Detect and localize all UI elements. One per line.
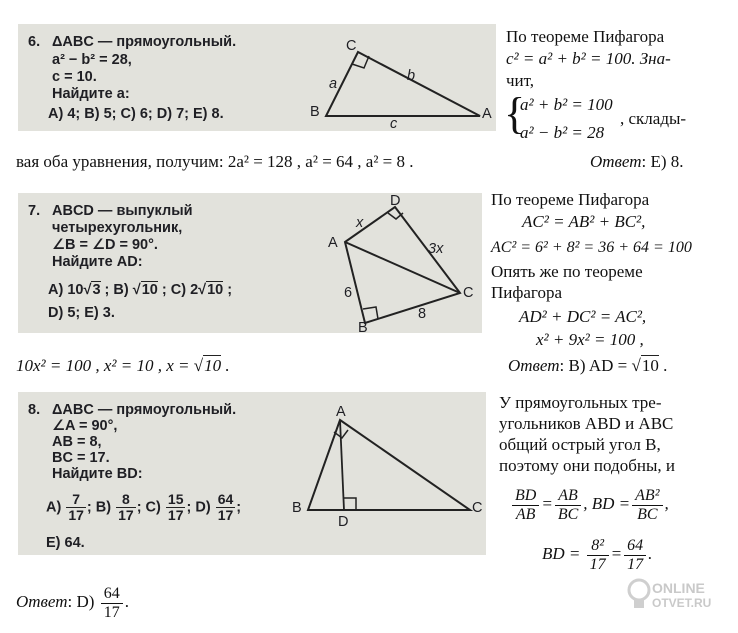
fig6-label-A: A [482, 106, 492, 122]
fig7-label-D: D [390, 193, 401, 209]
opt8-d-fraction [216, 492, 236, 523]
sol8-similarity-formula [510, 484, 669, 524]
answer-value: : D) [67, 592, 95, 611]
answer-radicand: 10 [641, 356, 659, 375]
answer-word: Ответ [590, 152, 642, 171]
frac-num: 8² [587, 537, 609, 556]
problem6-options: A) 4; B) 5; C) 6; D) 7; E) 8. [48, 106, 224, 122]
fig7-label-x: x [356, 215, 364, 231]
opt8-a-den: 17 [68, 507, 84, 523]
problem6-title: ΔABC — прямоугольный. [52, 34, 237, 50]
problem8-number: 8. [28, 402, 41, 418]
frac-den: BC [637, 505, 658, 523]
problem6-ask: Найдите a: [52, 86, 130, 102]
fig7-label-B: B [358, 320, 368, 333]
opt8-c-fraction [166, 492, 186, 523]
opt8-c-num: 15 [167, 491, 184, 507]
problem8-photo [18, 392, 486, 555]
opt8-d-num: 64 [217, 491, 234, 507]
opt8-b-fraction [116, 492, 136, 523]
opt7-c-end: ; [223, 282, 233, 298]
sol8-eq1: = [541, 494, 553, 513]
sol6-line3: чит, [506, 71, 535, 90]
frac-num: AB² [632, 487, 662, 506]
frac-den: 17 [627, 555, 644, 573]
sol7-line8-end: . [221, 356, 230, 375]
answer-value: : B) AD = [559, 356, 632, 375]
sol6-answer [590, 152, 684, 172]
opt8-a: A) [46, 499, 62, 516]
sol8-line4: поэтому они подобны, и [499, 456, 675, 475]
fig6-label-C: C [346, 38, 357, 54]
sol6-system-eq1: a² + b² = 100 [520, 95, 613, 114]
sol7-line1: По теореме Пифагора [491, 190, 650, 209]
opt7-b-radicand: 10 [141, 282, 158, 298]
fig7-label-6: 6 [344, 285, 353, 301]
frac-num: AB [555, 487, 581, 506]
sol7-line5: Пифагора [491, 283, 563, 302]
sol8-eq2: = [610, 544, 623, 563]
answer-word: Ответ [508, 356, 560, 375]
sol7-line8: 10x² = 100 , x² = 10 , x = √10 . [16, 356, 230, 375]
problem8-ask: Найдите BD: [52, 466, 143, 482]
sol7-line8-radicand: 10 [204, 356, 222, 375]
sol8-bd-label: , BD = [583, 494, 631, 513]
opt8-c: ; C) [136, 499, 161, 516]
problem6-number: 6. [28, 34, 41, 50]
problem6-photo [18, 24, 496, 131]
problem7-options-row1: A) 10√3 ; B) √10 ; C) 2√10 ; [48, 282, 233, 298]
fig6-label-b: b [407, 68, 416, 84]
opt8-b-num: 8 [116, 492, 136, 508]
sol7-line4: Опять же по теореме [491, 262, 643, 281]
sol6-line1: По теореме Пифагора [506, 27, 665, 46]
problem7-title2: четырехугольник, [52, 220, 183, 236]
sol8-line2: угольников ABD и ABC [499, 414, 674, 433]
opt8-a-num: 7 [66, 492, 86, 508]
sol6-line5: вая оба уравнения, получим: 2a² = 128 , a² = 64 , a² = 8 . [16, 152, 414, 171]
problem8-title: ΔABC — прямоугольный. [52, 402, 237, 418]
fig7-label-C: C [463, 285, 474, 301]
problem7-ask: Найдите AD: [52, 254, 143, 270]
frac-den: BC [557, 505, 579, 523]
opt8-b-den: 17 [118, 507, 134, 523]
watermark-line2: OTVET.RU [652, 596, 712, 610]
sol8-frac-64-17 [624, 537, 646, 574]
sol8-frac-ab2-bc [632, 487, 662, 524]
opt7-c: ; C) 2 [161, 282, 199, 298]
fig6-label-a: a [329, 76, 338, 92]
problem6-given2: c = 10. [52, 69, 97, 85]
sol7-line7: x² + 9x² = 100 , [536, 330, 644, 349]
opt7-a: A) 10 [48, 282, 84, 298]
sol7-answer: Ответ: B) AD = √10 . [508, 356, 668, 375]
opt7-c-radicand: 10 [207, 282, 224, 298]
problem7-title: ABCD — выпуклый [52, 203, 193, 219]
sol8-frac-ab-bc [555, 487, 581, 524]
sol8-frac-bd-ab [512, 487, 539, 524]
frac-num: 64 [624, 537, 646, 556]
frac-den: 17 [103, 603, 120, 621]
sol7-line2: AC² = AB² + BC², [522, 212, 646, 231]
frac-den: 17 [589, 555, 606, 573]
watermark-bulb-icon [626, 578, 652, 612]
fig6-label-c: c [390, 116, 398, 131]
opt7-b: ; B) [104, 282, 129, 298]
opt8-end: ; [236, 499, 242, 516]
watermark-line1: ONLINE [652, 580, 705, 596]
fig8-label-D: D [338, 514, 349, 530]
problem8-option-e: E) 64. [46, 535, 85, 551]
problem7-photo [18, 193, 482, 333]
problem6-given1: a² − b² = 28, [52, 52, 132, 68]
sol7-line8-text: 10x² = 100 , x² = 10 , x = [16, 356, 194, 375]
sol8-line1: У прямоугольных тре- [499, 393, 662, 412]
opt7-a-radicand: 3 [92, 282, 101, 298]
answer-word: Ответ [16, 592, 68, 611]
sol8-line3: общий острый угол B, [499, 435, 661, 454]
sol8-bd-eq: BD = [542, 544, 581, 563]
problem8-given1: ∠A = 90°, [52, 418, 118, 434]
sol8-answer [16, 582, 129, 622]
frac-num: 64 [101, 585, 123, 604]
sol6-system-eq2: a² − b² = 28 [520, 123, 605, 142]
answer-end: . [658, 356, 668, 375]
opt8-d: ; D) [186, 499, 211, 516]
sol6-line2: c² = a² + b² = 100. Зна- [506, 49, 671, 68]
frac-num: BD [512, 487, 539, 506]
sol6-line4: , склады- [620, 109, 687, 128]
sol8-dot: . [648, 544, 653, 563]
fig7-label-8: 8 [418, 306, 427, 322]
sol8-frac-82-17 [587, 537, 609, 574]
problem7-given: ∠B = ∠D = 90°. [52, 237, 158, 253]
fig8-label-B: B [292, 500, 302, 516]
problem7-options-row2: D) 5; E) 3. [48, 305, 115, 321]
frac-den: AB [515, 505, 536, 523]
opt8-b: ; B) [86, 499, 112, 516]
sol6-system-brace: { [504, 89, 526, 138]
opt8-d-den: 17 [217, 507, 234, 523]
sol8-result-formula [542, 534, 652, 574]
fig7-label-3x: 3x [428, 241, 444, 257]
answer-fraction [101, 585, 123, 622]
sol8-comma2: , [664, 494, 669, 513]
fig7-label-A: A [328, 235, 338, 251]
problem8-options [46, 492, 241, 523]
answer-end: . [124, 592, 129, 611]
opt8-a-fraction [66, 492, 86, 523]
fig8-label-A: A [336, 404, 346, 420]
fig8-label-C: C [472, 500, 483, 516]
problem8-given2: AB = 8, [52, 434, 102, 450]
fig6-label-B: B [310, 104, 320, 120]
opt8-c-den: 17 [167, 507, 184, 523]
problem7-number: 7. [28, 203, 41, 219]
answer-value: : E) 8. [641, 152, 684, 171]
sol7-line6: AD² + DC² = AC², [519, 307, 647, 326]
sol7-line3: AC² = 6² + 8² = 36 + 64 = 100 [491, 239, 692, 256]
problem8-given3: BC = 17. [52, 450, 110, 466]
